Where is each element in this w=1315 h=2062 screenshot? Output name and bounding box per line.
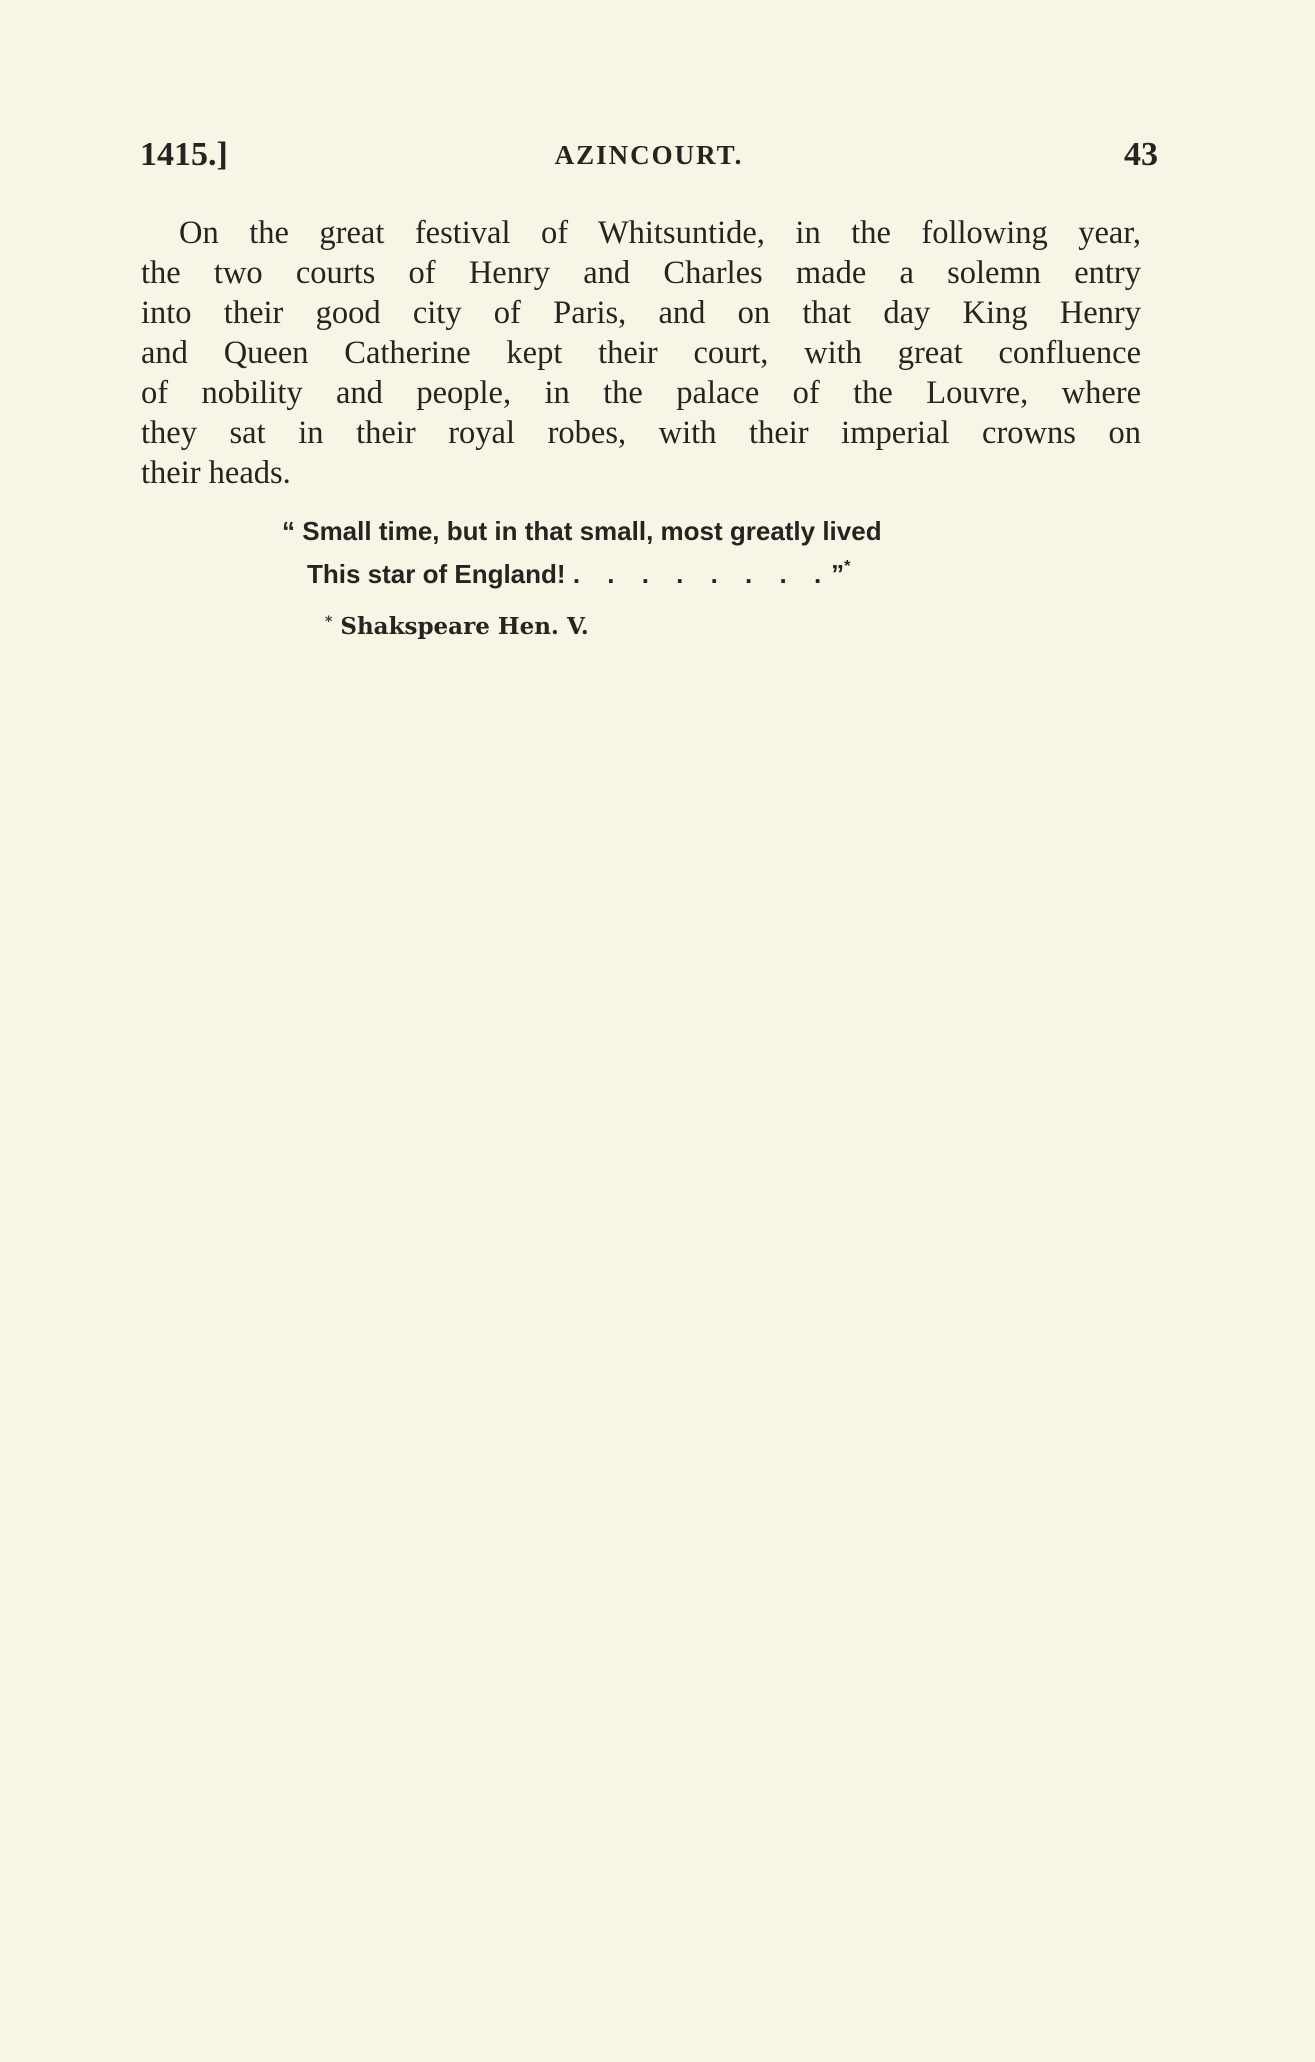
paragraph-line: they sat in their royal robes, with their imperial crowns on [141, 415, 1141, 451]
paragraph-line: the two courts of Henry and Charles made a solemn entry [141, 255, 1141, 291]
footnote-mark: * [325, 614, 333, 630]
paragraph-line: into their good city of Paris, and on that day King Henry [141, 295, 1141, 331]
quotation-text: This star of England! [307, 559, 566, 589]
paragraph-line: On the great festival of Whitsuntide, in the following year, [179, 215, 1141, 251]
quotation-line-2 [282, 549, 882, 589]
paragraph-line: their heads. [141, 455, 291, 491]
paragraph-line: and Queen Catherine kept their court, with great confluence [141, 335, 1141, 371]
running-head-title: AZINCOURT. [554, 140, 744, 170]
closing-quote: ” [831, 559, 845, 589]
footnote-reference: * [844, 558, 851, 575]
running-head-year: 1415.] [140, 136, 228, 173]
ellipsis-dots: . . . . . . . . [572, 559, 832, 589]
footnote-text: Shakspeare Hen. V. [340, 613, 589, 640]
running-head [140, 136, 1158, 180]
body-paragraph [141, 213, 1141, 493]
quotation-line: “ Small time, but in that small, most greatly lived [282, 516, 882, 546]
paragraph-line: of nobility and people, in the palace of the Louvre, where [141, 375, 1141, 411]
page-number: 43 [1124, 136, 1158, 173]
verse-quotation [282, 514, 882, 589]
footnote [325, 613, 589, 640]
